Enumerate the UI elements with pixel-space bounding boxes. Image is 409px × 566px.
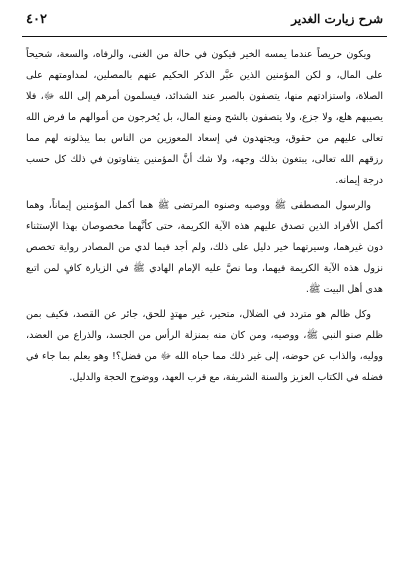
header-rule: [22, 36, 387, 37]
page-number: ٤٠٢: [26, 12, 47, 27]
paragraph-1: ويكون حريصاً عندما يمسه الخير فيكون في حالة من الغنى، والرفاه، والسعة، شحيحاً على المال، و لكن المؤمنين الذين عبَّر الذكر الحكيم عنهم بالمصلين، لمداومتهم على الصلاة، واستزادتهم منها، يتصفون بالصبر عند الشدائد، فيسلمون أمرهم إلى الله ﷻ، فلا يصيبهم هلع، ولا جزع، ولا يتصفون بالشح ومنع المال، بل يُخرجون من أموالهم ما فرض الله تعالى عليهم من حقوق، ويجتهدون في إسعاد المعوزين من الناس بما يبذلونه لهم مما رزقهم الله تعالى، يبتغون بذلك وجهه، ولا شك أنَّ المؤمنين يتفاوتون في ذلك كل حسب درجة إيمانه.: [26, 49, 383, 186]
paragraph-3: وكل ظالم هو متردد في الضلال، متحير، غير مهتدٍ للحق، جائر عن القصد، فكيف بمن ظلم صنو النبي ﷺ، ووصيه، ومن كان منه بمنزلة الرأس من الجسد، والذراع من العضد، ووليه، والذاب عن حوضه، إلى غير ذلك مما حباه الله ﷻ من فضل؟! وهو يعلم بما جاء في فضله في الكتاب العزيز والسنة الشريفة، مع قرب العهد، ووضوح الحجة والدليل.: [26, 309, 383, 383]
running-title: شرح زيارت الغدير: [291, 12, 383, 26]
body-text: [26, 44, 383, 392]
paragraph-2: والرسول المصطفى ﷺ ووصيه وصنوه المرتضى ﷺ هما أكمل المؤمنين إيماناً، وهما أكمل الأفراد الذين تصدق عليهم هذه الآية الكريمة، حتى كأنَّهما مخصوصان بهذا الإستثناء دون غيرهما، وسيرتهما خير دليل على ذلك، ولم أجد فيما لدي من المصادر رواية تخصص نزول هذه الآية الكريمة فيهما، وما نصَّ عليه الإمام الهادي ﷺ في الزيارة كافٍ لمن اتبع هدى أهل البيت ﷺ.: [26, 200, 383, 295]
page-header: [22, 10, 387, 32]
